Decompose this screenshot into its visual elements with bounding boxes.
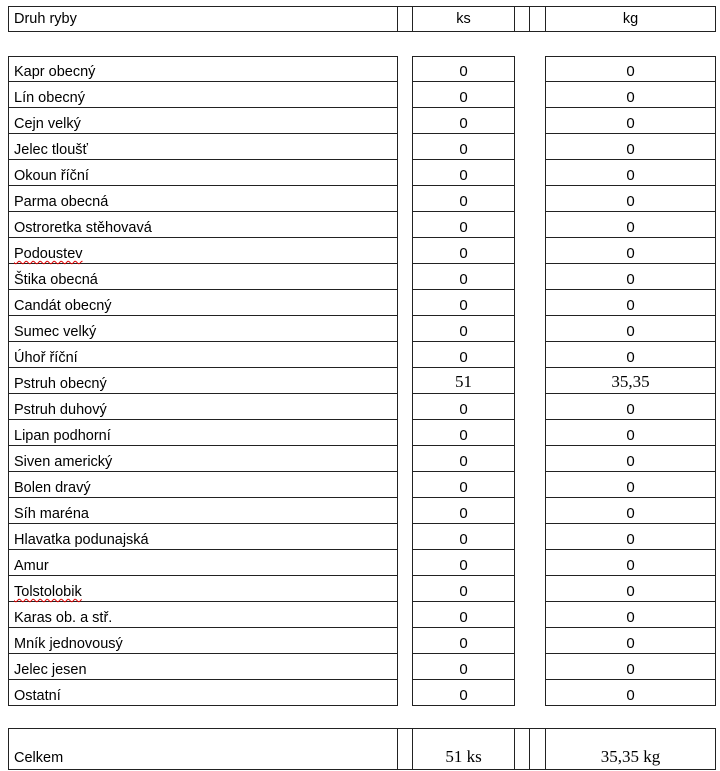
table-row (0, 680, 720, 706)
ks-cell (412, 342, 515, 368)
ks-value: 0 (459, 63, 468, 80)
ks-cell (412, 160, 515, 186)
kg-value: 0 (626, 245, 635, 262)
kg-value: 0 (626, 557, 635, 574)
species-cell (8, 368, 398, 394)
species-name: Štika obecná (14, 272, 98, 288)
species-name: Candát obecný (14, 298, 112, 314)
table-row (0, 628, 720, 654)
ks-cell (412, 368, 515, 394)
table-row (0, 654, 720, 680)
species-name: Amur (14, 558, 49, 574)
kg-value: 0 (626, 531, 635, 548)
kg-value: 0 (626, 193, 635, 210)
species-name: Mník jednovousý (14, 636, 123, 652)
ks-cell (412, 446, 515, 472)
ks-cell (412, 394, 515, 420)
ks-value: 0 (459, 167, 468, 184)
species-name: Lipan podhorní (14, 428, 111, 444)
ks-value: 0 (459, 89, 468, 106)
table-row (0, 472, 720, 498)
total-kg-cell (545, 728, 716, 770)
kg-value: 0 (626, 115, 635, 132)
species-cell (8, 602, 398, 628)
ks-value: 0 (459, 193, 468, 210)
species-name: Kapr obecný (14, 64, 96, 80)
ks-value: 0 (459, 557, 468, 574)
kg-value: 0 (626, 271, 635, 288)
species-name: Bolen dravý (14, 480, 91, 496)
kg-value: 0 (626, 401, 635, 418)
table-row (0, 576, 720, 602)
species-name: Ostatní (14, 688, 61, 704)
ks-cell (412, 420, 515, 446)
table-row (0, 160, 720, 186)
header-spacer-cell-3 (529, 6, 546, 32)
total-spacer-cell-2 (514, 728, 530, 770)
kg-cell (545, 160, 716, 186)
kg-cell (545, 134, 716, 160)
ks-value: 0 (459, 531, 468, 548)
table-row (0, 238, 720, 264)
species-name: Sumec velký (14, 324, 97, 340)
header-ks-label: ks (456, 11, 471, 27)
kg-value: 0 (626, 635, 635, 652)
ks-value: 0 (459, 401, 468, 418)
kg-value: 0 (626, 479, 635, 496)
species-name: Podoustev (14, 246, 83, 262)
species-cell (8, 160, 398, 186)
kg-value: 0 (626, 349, 635, 366)
table-row (0, 186, 720, 212)
total-spacer-cell (397, 728, 413, 770)
ks-cell (412, 186, 515, 212)
kg-cell (545, 82, 716, 108)
table-row (0, 394, 720, 420)
ks-cell (412, 550, 515, 576)
kg-cell (545, 550, 716, 576)
ks-cell (412, 654, 515, 680)
species-name: Cejn velký (14, 116, 81, 132)
ks-cell (412, 212, 515, 238)
species-name: Ostroretka stěhovavá (14, 220, 152, 236)
total-label: Celkem (14, 750, 64, 766)
ks-cell (412, 238, 515, 264)
kg-cell (545, 446, 716, 472)
species-cell (8, 654, 398, 680)
kg-cell (545, 108, 716, 134)
ks-value: 51 (455, 372, 472, 391)
ks-cell (412, 524, 515, 550)
kg-cell (545, 394, 716, 420)
species-cell (8, 446, 398, 472)
kg-value: 0 (626, 609, 635, 626)
total-kg-value: 35,35 kg (600, 747, 661, 766)
species-name: Parma obecná (14, 194, 109, 210)
kg-value: 0 (626, 427, 635, 444)
kg-value: 0 (626, 661, 635, 678)
table-row (0, 108, 720, 134)
total-label-cell (8, 728, 398, 770)
kg-cell (545, 654, 716, 680)
species-name: Tolstolobik (14, 584, 82, 600)
table-row (0, 82, 720, 108)
kg-value: 0 (626, 583, 635, 600)
ks-cell (412, 108, 515, 134)
kg-value: 0 (626, 219, 635, 236)
ks-value: 0 (459, 453, 468, 470)
kg-cell (545, 576, 716, 602)
species-name: Karas ob. a stř. (14, 610, 113, 626)
kg-value: 0 (626, 505, 635, 522)
kg-value: 0 (626, 453, 635, 470)
ks-value: 0 (459, 349, 468, 366)
table-row (0, 420, 720, 446)
species-name: Lín obecný (14, 90, 85, 106)
header-kg-cell (545, 6, 716, 32)
table-row (0, 446, 720, 472)
kg-cell (545, 316, 716, 342)
table-row (0, 264, 720, 290)
table-row (0, 212, 720, 238)
ks-cell (412, 576, 515, 602)
ks-value: 0 (459, 687, 468, 704)
species-cell (8, 264, 398, 290)
ks-value: 0 (459, 661, 468, 678)
ks-value: 0 (459, 323, 468, 340)
kg-value: 0 (626, 141, 635, 158)
kg-cell (545, 680, 716, 706)
species-cell (8, 56, 398, 82)
header-ks-cell (412, 6, 515, 32)
header-spacer-cell (397, 6, 413, 32)
species-cell (8, 576, 398, 602)
table-row (0, 316, 720, 342)
ks-cell (412, 472, 515, 498)
ks-cell (412, 82, 515, 108)
kg-cell (545, 264, 716, 290)
header-species-label: Druh ryby (14, 11, 77, 27)
species-cell (8, 628, 398, 654)
kg-cell (545, 420, 716, 446)
ks-value: 0 (459, 609, 468, 626)
species-cell (8, 394, 398, 420)
species-cell (8, 290, 398, 316)
kg-cell (545, 290, 716, 316)
species-cell (8, 316, 398, 342)
species-name: Jelec tloušť (14, 142, 88, 158)
total-ks-value: 51 ks (445, 747, 482, 766)
ks-value: 0 (459, 245, 468, 262)
ks-cell (412, 498, 515, 524)
kg-value: 0 (626, 167, 635, 184)
kg-cell (545, 628, 716, 654)
species-cell (8, 524, 398, 550)
kg-cell (545, 238, 716, 264)
species-cell (8, 134, 398, 160)
header-species-cell (8, 6, 398, 32)
ks-value: 0 (459, 583, 468, 600)
header-spacer-cell-2 (514, 6, 530, 32)
kg-cell (545, 602, 716, 628)
ks-cell (412, 290, 515, 316)
kg-value: 0 (626, 323, 635, 340)
ks-cell (412, 628, 515, 654)
species-name: Úhoř říční (14, 350, 78, 366)
ks-cell (412, 602, 515, 628)
ks-cell (412, 264, 515, 290)
ks-value: 0 (459, 219, 468, 236)
table-row (0, 498, 720, 524)
kg-value: 35,35 (611, 372, 650, 391)
table-row (0, 524, 720, 550)
ks-cell (412, 316, 515, 342)
species-name: Okoun říční (14, 168, 89, 184)
species-name: Siven americký (14, 454, 113, 470)
species-cell (8, 498, 398, 524)
kg-cell (545, 212, 716, 238)
ks-value: 0 (459, 427, 468, 444)
ks-value: 0 (459, 115, 468, 132)
ks-cell (412, 56, 515, 82)
ks-value: 0 (459, 505, 468, 522)
kg-cell (545, 524, 716, 550)
kg-cell (545, 498, 716, 524)
kg-value: 0 (626, 687, 635, 704)
kg-cell (545, 342, 716, 368)
ks-cell (412, 134, 515, 160)
ks-value: 0 (459, 635, 468, 652)
species-cell (8, 108, 398, 134)
kg-cell (545, 186, 716, 212)
ks-value: 0 (459, 141, 468, 158)
ks-cell (412, 680, 515, 706)
table-row (0, 342, 720, 368)
table-row (0, 550, 720, 576)
ks-value: 0 (459, 479, 468, 496)
species-cell (8, 212, 398, 238)
total-spacer-cell-3 (529, 728, 546, 770)
kg-value: 0 (626, 89, 635, 106)
species-cell (8, 342, 398, 368)
kg-cell (545, 368, 716, 394)
table-row (0, 56, 720, 82)
kg-cell (545, 56, 716, 82)
species-cell (8, 420, 398, 446)
header-kg-label: kg (622, 11, 639, 27)
species-name: Pstruh duhový (14, 402, 107, 418)
ks-value: 0 (459, 297, 468, 314)
total-ks-cell (412, 728, 515, 770)
kg-value: 0 (626, 63, 635, 80)
species-cell (8, 238, 398, 264)
species-cell (8, 472, 398, 498)
ks-value: 0 (459, 271, 468, 288)
kg-value: 0 (626, 297, 635, 314)
species-name: Hlavatka podunajská (14, 532, 149, 548)
species-cell (8, 82, 398, 108)
kg-cell (545, 472, 716, 498)
table-row (0, 602, 720, 628)
table-row (0, 134, 720, 160)
species-name: Jelec jesen (14, 662, 87, 678)
table-row (0, 290, 720, 316)
species-name: Síh maréna (14, 506, 89, 522)
table-row (0, 368, 720, 394)
species-name: Pstruh obecný (14, 376, 107, 392)
species-cell (8, 186, 398, 212)
species-cell (8, 680, 398, 706)
species-cell (8, 550, 398, 576)
